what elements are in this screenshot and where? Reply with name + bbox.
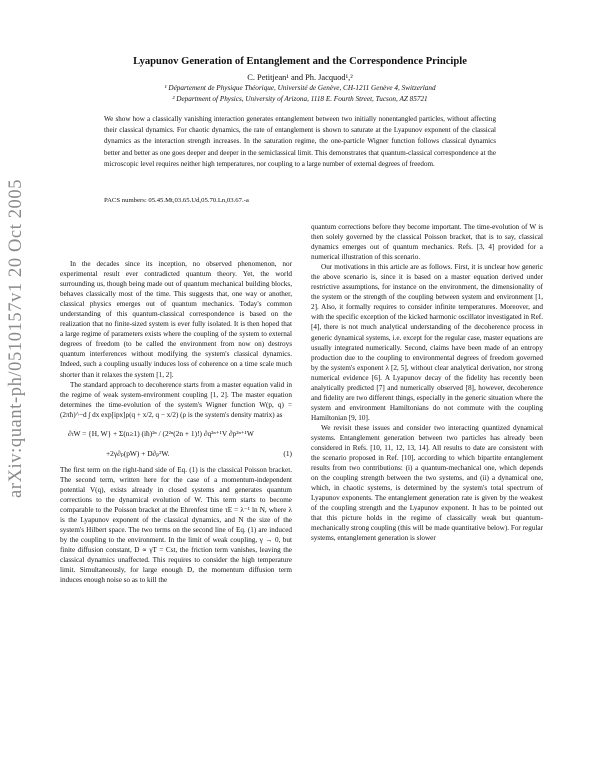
master-equation-paragraph: The standard approach to decoherence starts from a master equation valid in the regime of weak system-environment coupling [1, 2]. The master equation determines the time-evolution of the system's Wigner function W(p, q) = (2πħ)^−d ∫ dx exp[ipx]ρ(q + x/2, q − x/2) (ρ is the system's density matrix) as — [60, 380, 292, 419]
equation-1-line-1: ∂ₜW = {H, W} + Σ(n≥1) (iħ)²ⁿ / (2²ⁿ(2n + 1)!) ∂q²ⁿ⁺¹V ∂p²ⁿ⁺¹W — [68, 428, 254, 438]
authors: C. Petitjean¹ and Ph. Jacquod¹,² — [247, 73, 353, 82]
equation-1 — [60, 423, 292, 461]
motivation-paragraph: Our motivations in this article are as follows. First, it is unclear how generic the above scenario is, since it is based on a master equation derived under restrictive assumptions, for instance on the environment, the dimensionality of the system or the strength of the coupling between system and environment [1, 2]. Also, it formally requires to consider infinite temperatures. Moreover, and with the specific exception of the kicked harmonic oscillator investigated in Ref. [4], there is not much analytical understanding of the decoherence process in generic dynamical systems, i.e. except for the regular case, master equations are usually integrated numerically. Second, claims have been made of an entropy production due to the coupling to environmental degrees of freedom governed by the system's exponent λ [2, 5], without clear analytical derivation, nor strong numerical evidence [6]. A Lyapunov decay of the fidelity has recently been analytically predicted [7] and numerically observed [8], however, decoherence and fidelity are two different things, especially in the generic situation where the system and environment Hamiltonians do not commute with the coupling Hamiltonian [9, 10]. — [311, 263, 543, 422]
right-column — [311, 222, 543, 544]
equation-1-line-2: +2γ∂ₚ(pW) + D∂ₚ²W. — [106, 448, 170, 458]
intro-paragraph: In the decades since its inception, no observed phenomenon, nor experimental result ever contradicted quantum theory. Yet, the world surrounding us, though being made out of quantum mechanical building blocks, behaves classically most of the time. This suggests that, one way or another, classical physics emerges out of quantum mechanics. Today's common understanding of this quantum-classical correspondence is based on the realization that no finite-sized system is ever fully isolated. It is then hoped that a large regime of parameters exists where the coupling of the system to external degrees of freedom (to be called the environment from now on) destroys quantum interferences without modifying the system's classical dynamics. Indeed, such a coupling usually induces loss of coherence on a time scale much shorter than it relaxes the system [1, 2]. — [60, 260, 292, 379]
pacs-numbers: PACS numbers: 05.45.Mt,03.65.Ud,05.70.Ln,03.67.-a — [104, 197, 249, 204]
equation-number: (1) — [283, 448, 292, 458]
equation-discussion-paragraph: The first term on the right-hand side of Eq. (1) is the classical Poisson bracket. The second term, written here for the case of a momentum-independent potential V(q), exists already in closed systems and generates quantum corrections to the dynamical evolution of W. This term starts to become comparable to the Poisson bracket at the Ehrenfest time τE = λ⁻¹ ln N, where λ is the Lyapunov exponent of the classical dynamics, and N the size of the system's Hilbert space. The two terms on the second line of Eq. (1) are induced by the coupling to the environment. In the limit of weak coupling, γ → 0, but finite diffusion constant, D ∝ γT = Cst, the friction term vanishes, leaving the classical dynamics unaffected. This requires to consider the high temperature limit. Simultaneously, for large enough D, the momentum diffusion term induces enough noise so as to kill the — [60, 465, 292, 585]
left-column — [60, 259, 292, 585]
revisit-paragraph: We revisit these issues and consider two interacting quantized dynamical systems. Entanglement generation between two particles has already been considered in Refs. [10, 11, 12, 13, 14]. All results to date are consistent with the scenario proposed in Ref. [10], according to which bipartite entanglement results from two contributions: (i) a quantum-mechanical one, which depends on the coupling strength between the two systems, and (ii) a dynamical one, which, in chaotic systems, is determined by the system's total spectrum of Lyapunov exponents. The entanglement generation rate is given by the weakest of the coupling strength and the Lyapunov exponent. It has to be pointed out that this picture holds in the regime of classically weak but quantum-mechanically strong coupling (this will be made quantitative below). For regular systems, entanglement generation is slower — [311, 423, 543, 543]
abstract: We show how a classically vanishing interaction generates entanglement between two initially nonentangled particles, without affecting their classical dynamics. For chaotic dynamics, the rate of entanglement is shown to saturate at the Lyapunov exponent of the classical dynamics as the interaction strength increases. In the saturation regime, the one-particle Wigner function follows classical dynamics better and better as one goes deeper and deeper in the semiclassical limit. This demonstrates that quantum-classical correspondence at the microscopic level requires neither high temperatures, nor coupling to a large number of external degrees of freedom. — [104, 115, 496, 168]
paper-title: Lyapunov Generation of Entanglement and the Correspondence Principle — [133, 56, 467, 67]
affiliation-2: ² Department of Physics, University of Arizona, 1118 E. Fourth Street, Tucson, AZ 85721 — [172, 95, 428, 103]
affiliation-1: ¹ Département de Physique Théorique, Université de Genève, CH-1211 Genève 4, Switzerland — [164, 84, 436, 92]
arxiv-identifier-stamp: arXiv:quant-ph/0510157v1 20 Oct 2005 — [6, 178, 26, 498]
continuation-paragraph: quantum corrections before they become important. The time-evolution of W is then solely governed by the classical Poisson bracket, that is to say, classical dynamics emerges out of quantum mechanics. Refs. [3, 4] provided for a numerical illustration of this scenario. — [311, 223, 543, 262]
